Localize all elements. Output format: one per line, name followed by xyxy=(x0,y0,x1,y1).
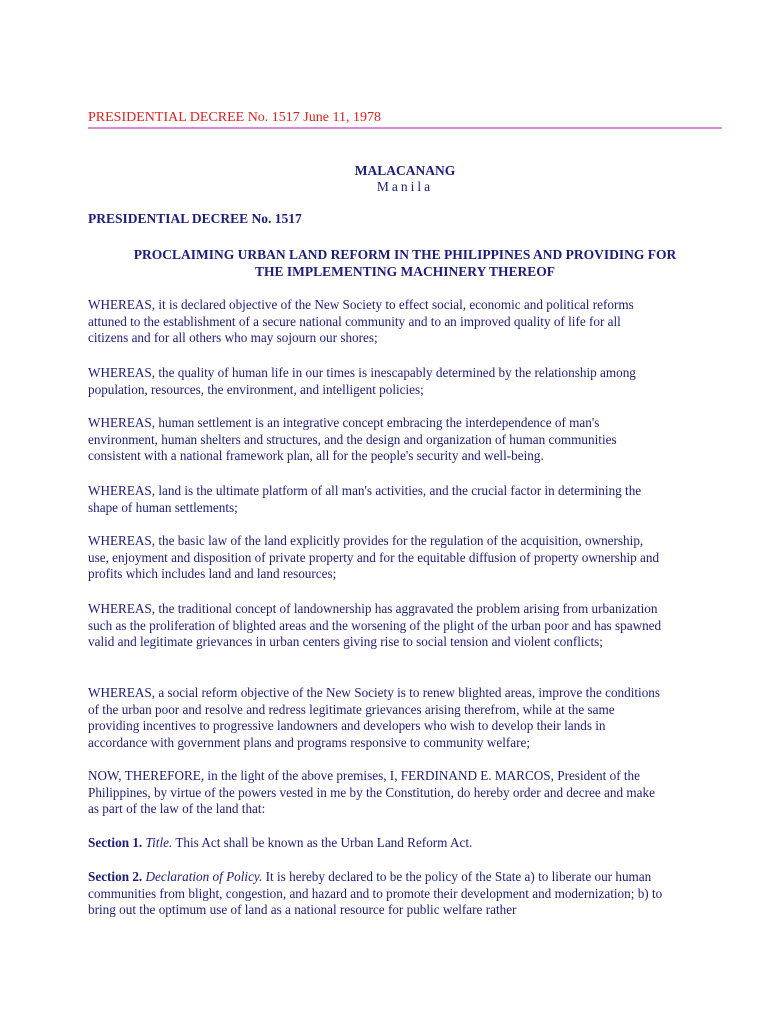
whereas-paragraph-1: WHEREAS, it is declared objective of the New Society to effect social, economic and political reforms attuned to the establishment of a secure national community and to an improved quality of life for all citizens and for all others who may sojourn our shores; xyxy=(88,297,634,346)
whereas-paragraph-5: WHEREAS, the basic law of the land explicitly provides for the regulation of the acquisition, ownership, use, enjoyment and disposition of private property and for the equitable diffusion of property ownership and profits which includes land and land resources; xyxy=(88,533,660,582)
whereas-paragraph-2: WHEREAS, the quality of human life in our times is inescapably determined by the relationship among population, resources, the environment, and intelligent policies; xyxy=(88,365,636,397)
section-2-text: It is hereby declared to be the policy of the State a) to liberate our human communities from blight, congestion, and hazard and to promote their development and modernization; b) to bring out the optimum use of land as a national resource for public welfare rather xyxy=(88,869,663,918)
section-1-paragraph xyxy=(88,835,664,852)
section-1-label: Section 1. xyxy=(88,835,143,850)
whereas-paragraph-4: WHEREAS, land is the ultimate platform of all man's activities, and the crucial factor in determining the shape of human settlements; xyxy=(88,483,642,515)
document-header: PRESIDENTIAL DECREE No. 1517 June 11, 1978 xyxy=(88,110,722,129)
city-name: Manila xyxy=(376,179,434,194)
decree-number: PRESIDENTIAL DECREE No. 1517 xyxy=(88,211,302,226)
whereas-paragraph-3: WHEREAS, human settlement is an integrative concept embracing the interdependence of man's environment, human shelters and structures, and the design and organization of human communities consistent with a national framework plan, all for the people's security and well-being. xyxy=(88,415,617,464)
decree-title-line-1: PROCLAIMING URBAN LAND REFORM IN THE PHILIPPINES AND PROVIDING FOR xyxy=(133,247,677,262)
section-2-label: Section 2. xyxy=(88,869,143,884)
whereas-paragraph-6: WHEREAS, the traditional concept of landownership has aggravated the problem arising from urbanization such as the proliferation of blighted areas and the worsening of the plight of the urban poor and has spawned valid and legitimate grievances in urban centers giving rise to social tension and violent conflicts; xyxy=(88,601,662,650)
whereas-paragraph-7: WHEREAS, a social reform objective of the New Society is to renew blighted areas, improve the conditions of the urban poor and resolve and redress legitimate grievances arising therefrom, while at the same providing incentives to progressive landowners and developers who wish to develop their lands in accordance with government plans and programs responsive to community welfare; xyxy=(88,685,661,750)
place-heading xyxy=(88,163,722,195)
palace-name: MALACANANG xyxy=(354,163,456,178)
section-2-heading: Declaration of Policy. xyxy=(145,869,263,884)
decree-title-line-2: THE IMPLEMENTING MACHINERY THEREOF xyxy=(255,264,555,279)
section-1-heading: Title. xyxy=(145,835,173,850)
decree-title xyxy=(88,246,722,280)
section-2-paragraph xyxy=(88,869,664,919)
now-therefore-paragraph: NOW, THEREFORE, in the light of the above premises, I, FERDINAND E. MARCOS, President of the Philippines, by virtue of the powers vested in me by the Constitution, do hereby order and decree and make as part of the law of the land that: xyxy=(88,768,655,817)
section-1-text: This Act shall be known as the Urban Land Reform Act. xyxy=(175,835,473,850)
